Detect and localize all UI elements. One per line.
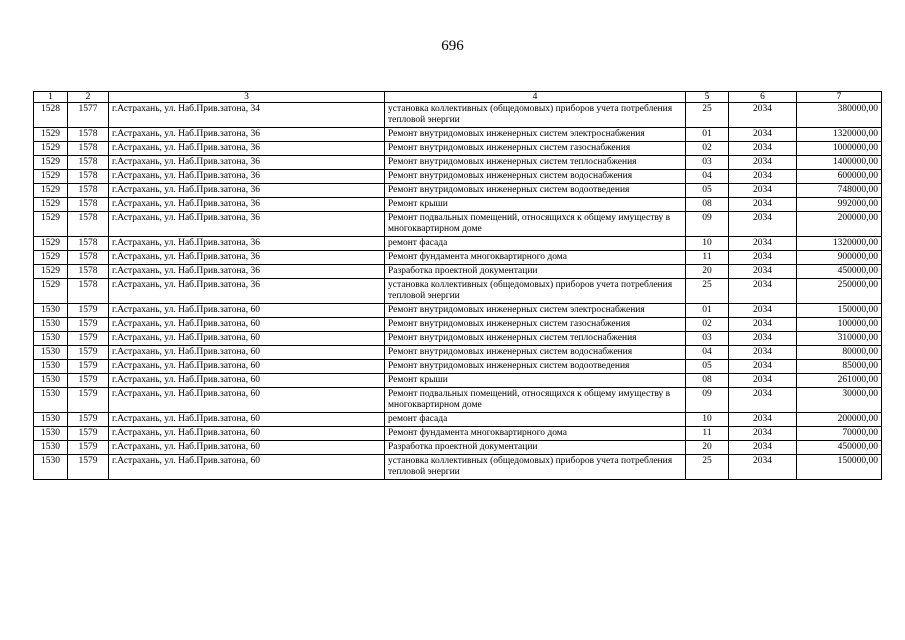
year-cell: 2034 <box>729 304 797 318</box>
row-number-cell: 1530 <box>34 455 68 480</box>
address-cell: г.Астрахань, ул. Наб.Прив.затона, 60 <box>109 374 385 388</box>
amount-cell: 30000,00 <box>797 388 882 413</box>
header-row <box>34 92 882 103</box>
object-number-cell: 1579 <box>68 304 109 318</box>
object-number-cell: 1579 <box>68 413 109 427</box>
row-number-cell: 1530 <box>34 360 68 374</box>
address-cell: г.Астрахань, ул. Наб.Прив.затона, 60 <box>109 427 385 441</box>
work-type-cell: Ремонт внутридомовых инженерных систем водоснабжения <box>385 346 686 360</box>
table-row <box>34 413 882 427</box>
table-row <box>34 360 882 374</box>
work-type-cell: ремонт фасада <box>385 237 686 251</box>
amount-cell: 900000,00 <box>797 251 882 265</box>
work-type-cell: Разработка проектной документации <box>385 265 686 279</box>
work-code-cell: 04 <box>686 170 729 184</box>
work-code-cell: 09 <box>686 212 729 237</box>
row-number-cell: 1529 <box>34 198 68 212</box>
amount-cell: 150000,00 <box>797 304 882 318</box>
row-number-cell: 1529 <box>34 265 68 279</box>
work-code-cell: 20 <box>686 441 729 455</box>
header-col-7: 7 <box>797 92 882 103</box>
year-cell: 2034 <box>729 170 797 184</box>
work-code-cell: 25 <box>686 279 729 304</box>
work-code-cell: 08 <box>686 374 729 388</box>
work-type-cell: Ремонт внутридомовых инженерных систем электроснабжения <box>385 128 686 142</box>
amount-cell: 1000000,00 <box>797 142 882 156</box>
object-number-cell: 1579 <box>68 427 109 441</box>
amount-cell: 80000,00 <box>797 346 882 360</box>
work-type-cell: установка коллективных (общедомовых) приборов учета потребления тепловой энергии <box>385 455 686 480</box>
address-cell: г.Астрахань, ул. Наб.Прив.затона, 36 <box>109 156 385 170</box>
header-col-2: 2 <box>68 92 109 103</box>
year-cell: 2034 <box>729 212 797 237</box>
amount-cell: 70000,00 <box>797 427 882 441</box>
address-cell: г.Астрахань, ул. Наб.Прив.затона, 36 <box>109 265 385 279</box>
row-number-cell: 1528 <box>34 103 68 128</box>
amount-cell: 150000,00 <box>797 455 882 480</box>
table-row <box>34 103 882 128</box>
work-type-cell: установка коллективных (общедомовых) приборов учета потребления тепловой энергии <box>385 103 686 128</box>
row-number-cell: 1529 <box>34 184 68 198</box>
header-col-1: 1 <box>34 92 68 103</box>
year-cell: 2034 <box>729 103 797 128</box>
address-cell: г.Астрахань, ул. Наб.Прив.затона, 60 <box>109 332 385 346</box>
object-number-cell: 1579 <box>68 374 109 388</box>
work-code-cell: 20 <box>686 265 729 279</box>
work-type-cell: установка коллективных (общедомовых) приборов учета потребления тепловой энергии <box>385 279 686 304</box>
table-row <box>34 156 882 170</box>
table-header <box>34 92 882 103</box>
row-number-cell: 1530 <box>34 427 68 441</box>
year-cell: 2034 <box>729 128 797 142</box>
work-code-cell: 05 <box>686 360 729 374</box>
row-number-cell: 1530 <box>34 413 68 427</box>
row-number-cell: 1530 <box>34 332 68 346</box>
table-row <box>34 237 882 251</box>
work-type-cell: Ремонт подвальных помещений, относящихся к общему имуществу в многоквартирном доме <box>385 388 686 413</box>
work-type-cell: Ремонт внутридомовых инженерных систем теплоснабжения <box>385 332 686 346</box>
work-code-cell: 01 <box>686 128 729 142</box>
table-row <box>34 441 882 455</box>
year-cell: 2034 <box>729 388 797 413</box>
work-code-cell: 25 <box>686 103 729 128</box>
year-cell: 2034 <box>729 156 797 170</box>
year-cell: 2034 <box>729 346 797 360</box>
header-col-4: 4 <box>385 92 686 103</box>
work-code-cell: 11 <box>686 251 729 265</box>
work-code-cell: 04 <box>686 346 729 360</box>
table-row <box>34 265 882 279</box>
row-number-cell: 1529 <box>34 251 68 265</box>
work-code-cell: 11 <box>686 427 729 441</box>
row-number-cell: 1529 <box>34 142 68 156</box>
table-row <box>34 455 882 480</box>
table-body <box>34 103 882 480</box>
table-row <box>34 184 882 198</box>
amount-cell: 450000,00 <box>797 265 882 279</box>
year-cell: 2034 <box>729 265 797 279</box>
row-number-cell: 1530 <box>34 374 68 388</box>
work-type-cell: Ремонт внутридомовых инженерных систем электроснабжения <box>385 304 686 318</box>
work-code-cell: 02 <box>686 318 729 332</box>
table-row <box>34 318 882 332</box>
object-number-cell: 1578 <box>68 265 109 279</box>
table-row <box>34 279 882 304</box>
address-cell: г.Астрахань, ул. Наб.Прив.затона, 60 <box>109 388 385 413</box>
work-type-cell: Ремонт внутридомовых инженерных систем водоснабжения <box>385 170 686 184</box>
amount-cell: 748000,00 <box>797 184 882 198</box>
work-code-cell: 03 <box>686 156 729 170</box>
amount-cell: 85000,00 <box>797 360 882 374</box>
address-cell: г.Астрахань, ул. Наб.Прив.затона, 36 <box>109 142 385 156</box>
work-code-cell: 01 <box>686 304 729 318</box>
table-row <box>34 388 882 413</box>
object-number-cell: 1579 <box>68 388 109 413</box>
header-col-3: 3 <box>109 92 385 103</box>
table-row <box>34 170 882 184</box>
row-number-cell: 1530 <box>34 388 68 413</box>
object-number-cell: 1578 <box>68 128 109 142</box>
amount-cell: 1400000,00 <box>797 156 882 170</box>
row-number-cell: 1530 <box>34 346 68 360</box>
address-cell: г.Астрахань, ул. Наб.Прив.затона, 36 <box>109 237 385 251</box>
amount-cell: 1320000,00 <box>797 128 882 142</box>
row-number-cell: 1529 <box>34 170 68 184</box>
page-number: 696 <box>441 38 464 54</box>
amount-cell: 250000,00 <box>797 279 882 304</box>
year-cell: 2034 <box>729 427 797 441</box>
address-cell: г.Астрахань, ул. Наб.Прив.затона, 36 <box>109 279 385 304</box>
amount-cell: 200000,00 <box>797 413 882 427</box>
table-row <box>34 251 882 265</box>
work-code-cell: 25 <box>686 455 729 480</box>
object-number-cell: 1578 <box>68 170 109 184</box>
year-cell: 2034 <box>729 142 797 156</box>
address-cell: г.Астрахань, ул. Наб.Прив.затона, 60 <box>109 360 385 374</box>
object-number-cell: 1578 <box>68 237 109 251</box>
table-row <box>34 128 882 142</box>
work-type-cell: Разработка проектной документации <box>385 441 686 455</box>
work-type-cell: Ремонт внутридомовых инженерных систем водоотведения <box>385 184 686 198</box>
work-code-cell: 05 <box>686 184 729 198</box>
amount-cell: 380000,00 <box>797 103 882 128</box>
row-number-cell: 1529 <box>34 212 68 237</box>
table-row <box>34 427 882 441</box>
object-number-cell: 1578 <box>68 156 109 170</box>
table-row <box>34 332 882 346</box>
work-type-cell: Ремонт внутридомовых инженерных систем газоснабжения <box>385 142 686 156</box>
row-number-cell: 1530 <box>34 441 68 455</box>
header-col-6: 6 <box>729 92 797 103</box>
table-row <box>34 142 882 156</box>
row-number-cell: 1529 <box>34 237 68 251</box>
object-number-cell: 1579 <box>68 332 109 346</box>
address-cell: г.Астрахань, ул. Наб.Прив.затона, 34 <box>109 103 385 128</box>
repair-schedule-table <box>33 91 882 480</box>
address-cell: г.Астрахань, ул. Наб.Прив.затона, 60 <box>109 455 385 480</box>
address-cell: г.Астрахань, ул. Наб.Прив.затона, 36 <box>109 184 385 198</box>
year-cell: 2034 <box>729 318 797 332</box>
amount-cell: 992000,00 <box>797 198 882 212</box>
address-cell: г.Астрахань, ул. Наб.Прив.затона, 60 <box>109 346 385 360</box>
work-code-cell: 08 <box>686 198 729 212</box>
year-cell: 2034 <box>729 184 797 198</box>
address-cell: г.Астрахань, ул. Наб.Прив.затона, 36 <box>109 170 385 184</box>
address-cell: г.Астрахань, ул. Наб.Прив.затона, 36 <box>109 251 385 265</box>
work-code-cell: 03 <box>686 332 729 346</box>
object-number-cell: 1579 <box>68 346 109 360</box>
year-cell: 2034 <box>729 251 797 265</box>
address-cell: г.Астрахань, ул. Наб.Прив.затона, 36 <box>109 198 385 212</box>
table-row <box>34 304 882 318</box>
row-number-cell: 1529 <box>34 279 68 304</box>
work-code-cell: 10 <box>686 237 729 251</box>
work-type-cell: Ремонт фундамента многоквартирного дома <box>385 427 686 441</box>
year-cell: 2034 <box>729 441 797 455</box>
address-cell: г.Астрахань, ул. Наб.Прив.затона, 60 <box>109 304 385 318</box>
object-number-cell: 1577 <box>68 103 109 128</box>
row-number-cell: 1529 <box>34 128 68 142</box>
object-number-cell: 1579 <box>68 360 109 374</box>
object-number-cell: 1578 <box>68 251 109 265</box>
work-type-cell: ремонт фасада <box>385 413 686 427</box>
table-row <box>34 374 882 388</box>
object-number-cell: 1579 <box>68 318 109 332</box>
object-number-cell: 1578 <box>68 198 109 212</box>
year-cell: 2034 <box>729 237 797 251</box>
object-number-cell: 1578 <box>68 184 109 198</box>
object-number-cell: 1578 <box>68 279 109 304</box>
amount-cell: 200000,00 <box>797 212 882 237</box>
address-cell: г.Астрахань, ул. Наб.Прив.затона, 60 <box>109 441 385 455</box>
address-cell: г.Астрахань, ул. Наб.Прив.затона, 36 <box>109 128 385 142</box>
object-number-cell: 1578 <box>68 142 109 156</box>
work-type-cell: Ремонт крыши <box>385 374 686 388</box>
address-cell: г.Астрахань, ул. Наб.Прив.затона, 36 <box>109 212 385 237</box>
work-type-cell: Ремонт внутридомовых инженерных систем газоснабжения <box>385 318 686 332</box>
object-number-cell: 1579 <box>68 441 109 455</box>
work-code-cell: 02 <box>686 142 729 156</box>
amount-cell: 1320000,00 <box>797 237 882 251</box>
work-type-cell: Ремонт крыши <box>385 198 686 212</box>
work-code-cell: 09 <box>686 388 729 413</box>
year-cell: 2034 <box>729 455 797 480</box>
table-row <box>34 198 882 212</box>
work-type-cell: Ремонт подвальных помещений, относящихся к общему имуществу в многоквартирном доме <box>385 212 686 237</box>
amount-cell: 261000,00 <box>797 374 882 388</box>
work-code-cell: 10 <box>686 413 729 427</box>
year-cell: 2034 <box>729 279 797 304</box>
header-col-5: 5 <box>686 92 729 103</box>
row-number-cell: 1529 <box>34 156 68 170</box>
work-type-cell: Ремонт внутридомовых инженерных систем водоотведения <box>385 360 686 374</box>
year-cell: 2034 <box>729 374 797 388</box>
table-row <box>34 346 882 360</box>
year-cell: 2034 <box>729 198 797 212</box>
year-cell: 2034 <box>729 332 797 346</box>
object-number-cell: 1578 <box>68 212 109 237</box>
year-cell: 2034 <box>729 360 797 374</box>
amount-cell: 450000,00 <box>797 441 882 455</box>
amount-cell: 310000,00 <box>797 332 882 346</box>
amount-cell: 600000,00 <box>797 170 882 184</box>
address-cell: г.Астрахань, ул. Наб.Прив.затона, 60 <box>109 318 385 332</box>
row-number-cell: 1530 <box>34 304 68 318</box>
amount-cell: 100000,00 <box>797 318 882 332</box>
table-row <box>34 212 882 237</box>
address-cell: г.Астрахань, ул. Наб.Прив.затона, 60 <box>109 413 385 427</box>
object-number-cell: 1579 <box>68 455 109 480</box>
year-cell: 2034 <box>729 413 797 427</box>
work-type-cell: Ремонт внутридомовых инженерных систем теплоснабжения <box>385 156 686 170</box>
row-number-cell: 1530 <box>34 318 68 332</box>
work-type-cell: Ремонт фундамента многоквартирного дома <box>385 251 686 265</box>
